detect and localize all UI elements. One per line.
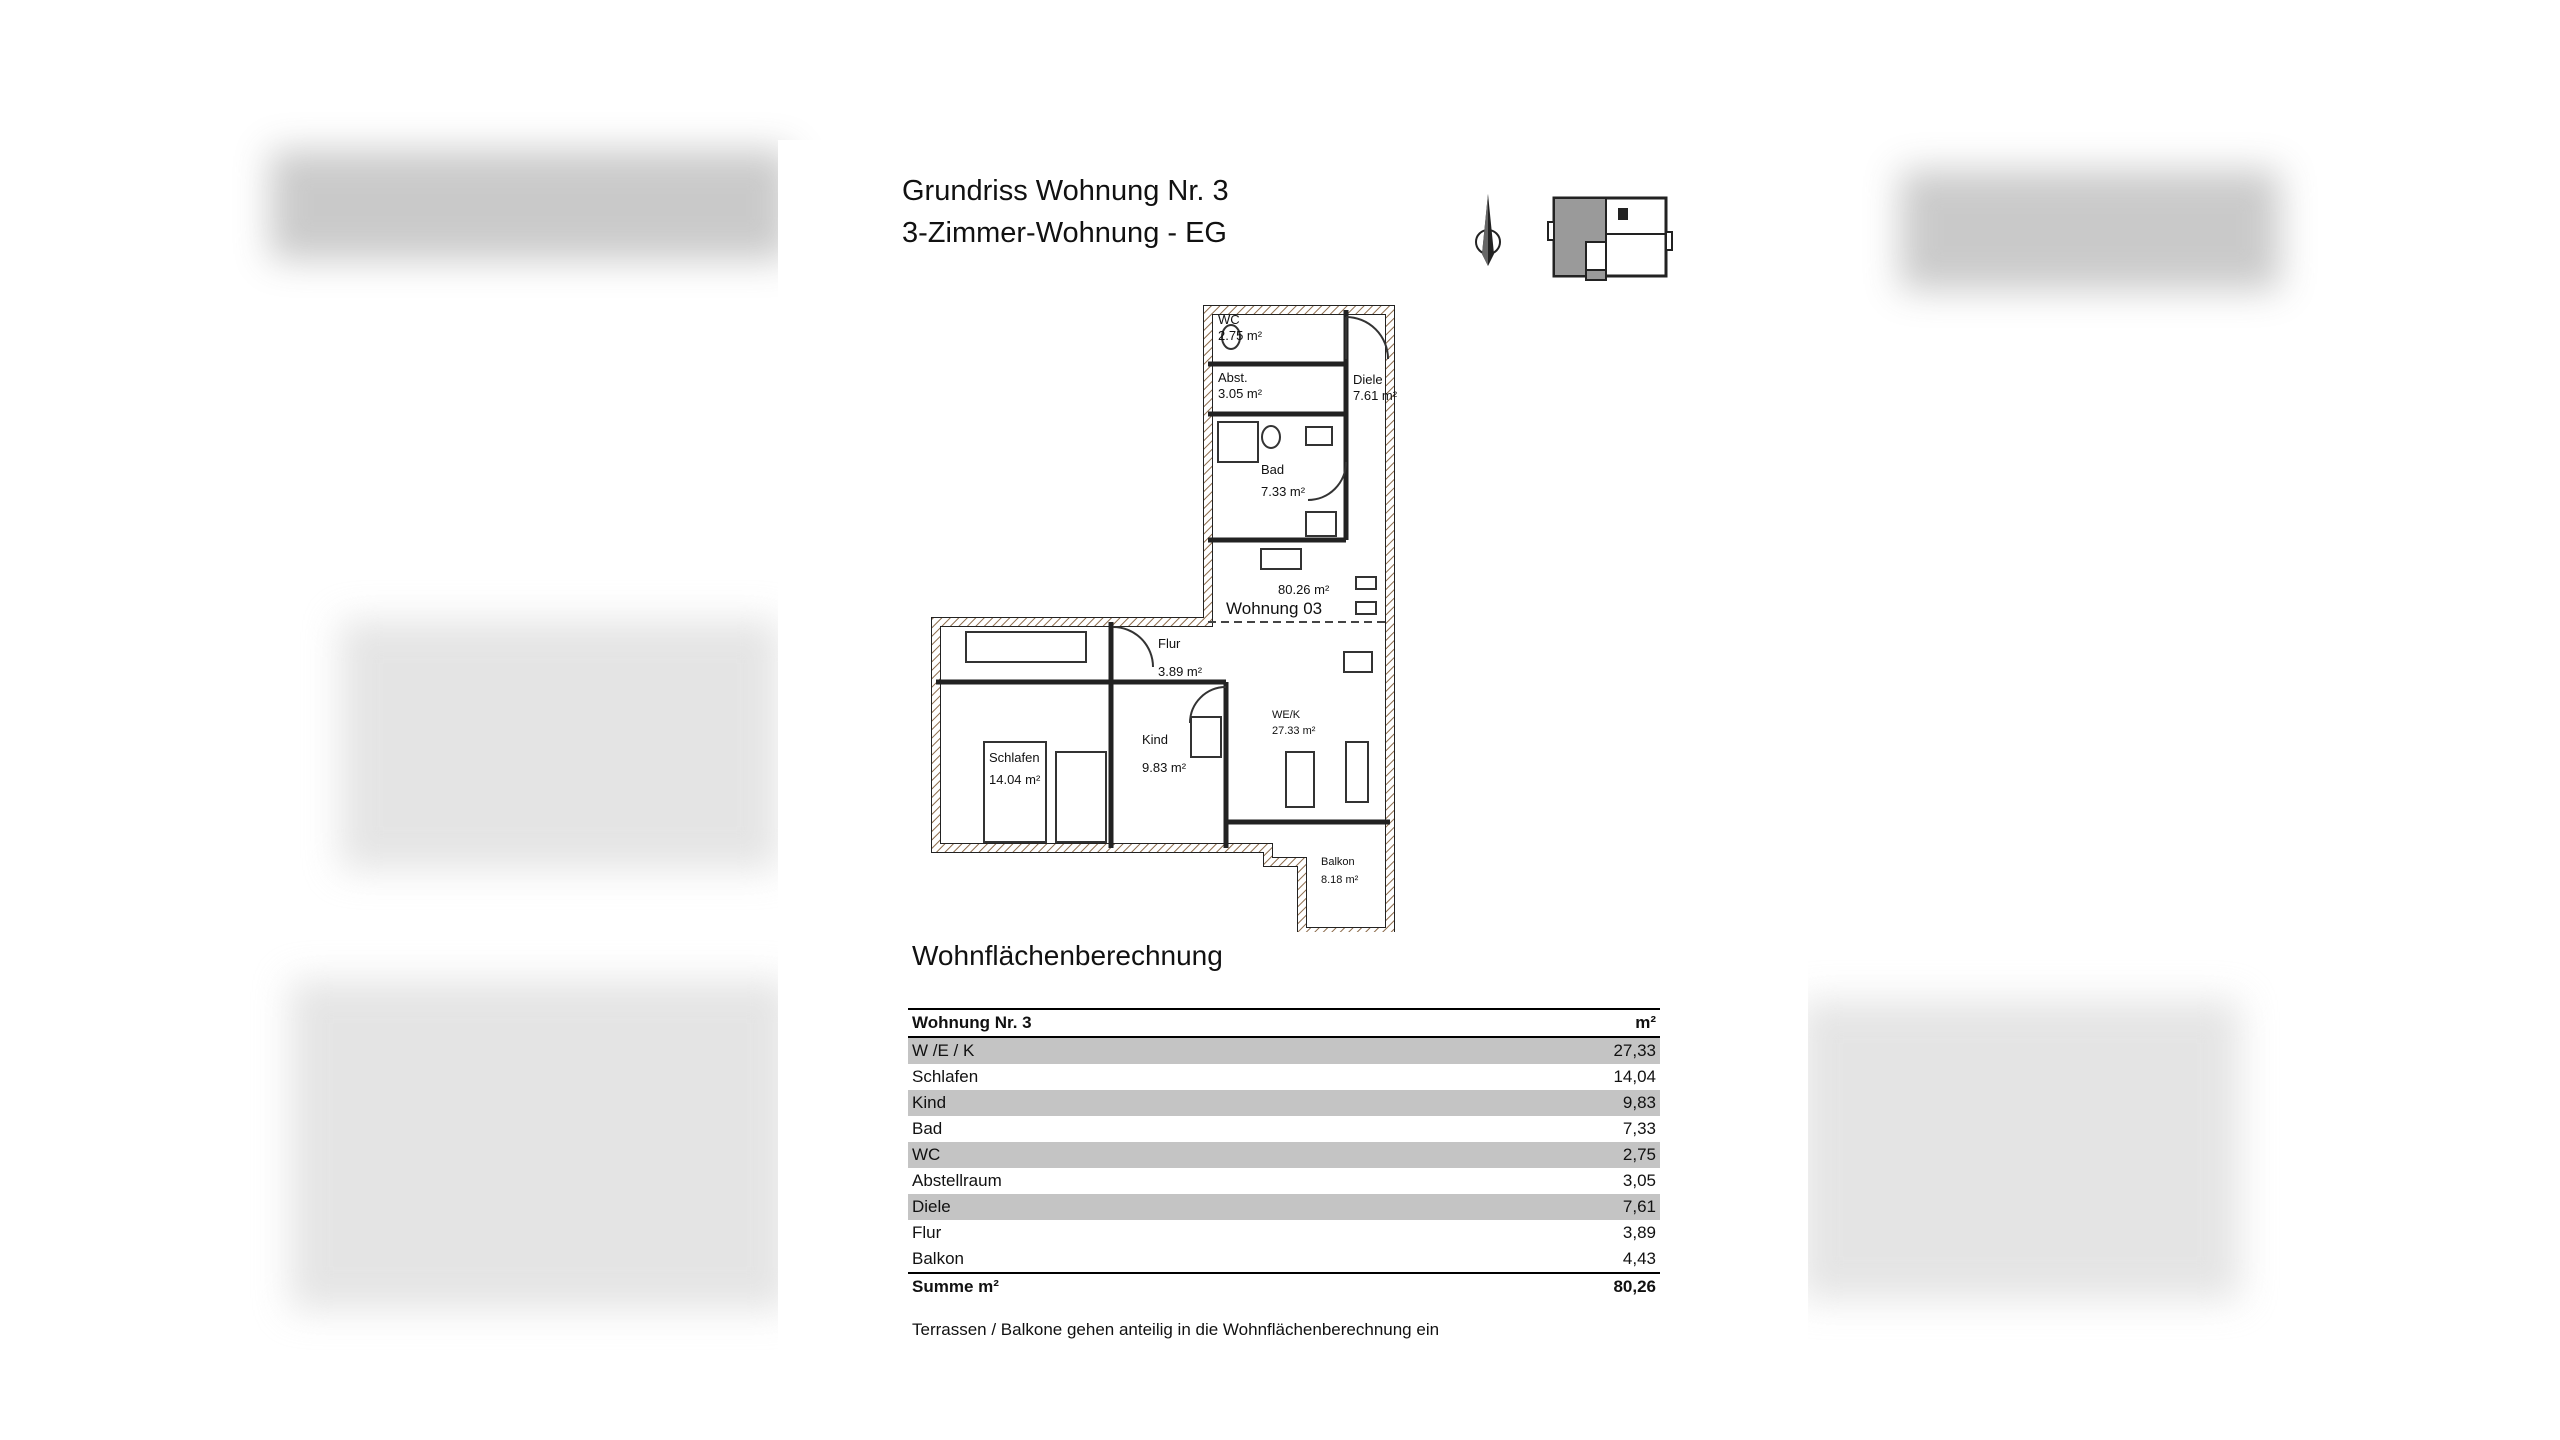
- unit-name: Wohnung 03: [1226, 599, 1323, 618]
- area-table: [908, 1008, 1660, 1300]
- room-label-abst: Abst.: [1218, 370, 1248, 385]
- row-value: 27,33: [1447, 1037, 1660, 1064]
- room-label-flur: Flur: [1158, 636, 1181, 651]
- total-value: 80,26: [1447, 1273, 1660, 1300]
- row-value: 3,05: [1622, 1171, 1656, 1190]
- table-row: [908, 1246, 1660, 1273]
- room-label-wc: WC: [1218, 312, 1240, 327]
- table-header-row: [908, 1009, 1660, 1037]
- table-row: [908, 1116, 1660, 1142]
- total-label: Summe m²: [908, 1273, 1447, 1300]
- room-area-kind: 9.83 m²: [1142, 760, 1187, 775]
- table-row: [908, 1064, 1660, 1090]
- table-row: [908, 1037, 1660, 1064]
- table-row: [908, 1194, 1660, 1220]
- document-sheet: [778, 140, 1808, 1380]
- north-arrow-icon: [1468, 192, 1508, 276]
- row-value: 4,43: [1622, 1249, 1656, 1268]
- room-label-wek: WE/K: [1272, 709, 1301, 721]
- room-label-balkon: Balkon: [1321, 856, 1355, 868]
- title-block: [902, 170, 1229, 254]
- room-area-flur: 3.89 m²: [1158, 664, 1203, 679]
- table-row: [908, 1142, 1660, 1168]
- room-area-diele: 7.61 m²: [1353, 388, 1398, 403]
- table-row: [908, 1090, 1660, 1116]
- page-subtitle: 3-Zimmer-Wohnung - EG: [902, 217, 1227, 249]
- row-label: WC: [908, 1142, 1447, 1168]
- floor-plan: [926, 302, 1456, 932]
- row-label: Schlafen: [912, 1067, 979, 1086]
- row-label: Bad: [912, 1119, 943, 1138]
- unit-area: 80.26 m²: [1278, 582, 1330, 597]
- room-area-balkon: 8.18 m²: [1321, 874, 1359, 886]
- room-label-schlafen: Schlafen: [989, 750, 1040, 765]
- row-label: Balkon: [912, 1249, 964, 1268]
- calculation-title: Wohnflächenberechnung: [912, 940, 1223, 971]
- room-area-bad: 7.33 m²: [1261, 484, 1306, 499]
- table-header-unit: m²: [1447, 1009, 1660, 1037]
- row-value: 7,61: [1447, 1194, 1660, 1220]
- row-label: Flur: [912, 1223, 942, 1242]
- keyplan-icon: [1546, 192, 1676, 282]
- row-label: Diele: [908, 1194, 1447, 1220]
- table-total-row: [908, 1273, 1660, 1300]
- room-area-abst: 3.05 m²: [1218, 386, 1263, 401]
- row-label: Kind: [908, 1090, 1447, 1116]
- table-row: [908, 1168, 1660, 1194]
- room-label-bad: Bad: [1261, 462, 1285, 477]
- room-area-wek: 27.33 m²: [1272, 725, 1316, 737]
- row-value: 3,89: [1622, 1223, 1656, 1242]
- page-title: Grundriss Wohnung Nr. 3: [902, 175, 1229, 207]
- table-row: [908, 1220, 1660, 1246]
- footnote: Terrassen / Balkone gehen anteilig in die Wohnflächenberechnung ein: [912, 1320, 1440, 1339]
- room-area-schlafen: 14.04 m²: [989, 772, 1041, 787]
- row-value: 9,83: [1447, 1090, 1660, 1116]
- row-value: 2,75: [1447, 1142, 1660, 1168]
- table-header-label: Wohnung Nr. 3: [908, 1009, 1447, 1037]
- room-label-kind: Kind: [1142, 732, 1169, 747]
- row-label: Abstellraum: [912, 1171, 1002, 1190]
- room-area-wc: 2.75 m²: [1218, 328, 1263, 343]
- row-label: W /E / K: [908, 1037, 1447, 1064]
- row-value: 14,04: [1613, 1067, 1656, 1086]
- row-value: 7,33: [1622, 1119, 1656, 1138]
- room-label-diele: Diele: [1353, 372, 1383, 387]
